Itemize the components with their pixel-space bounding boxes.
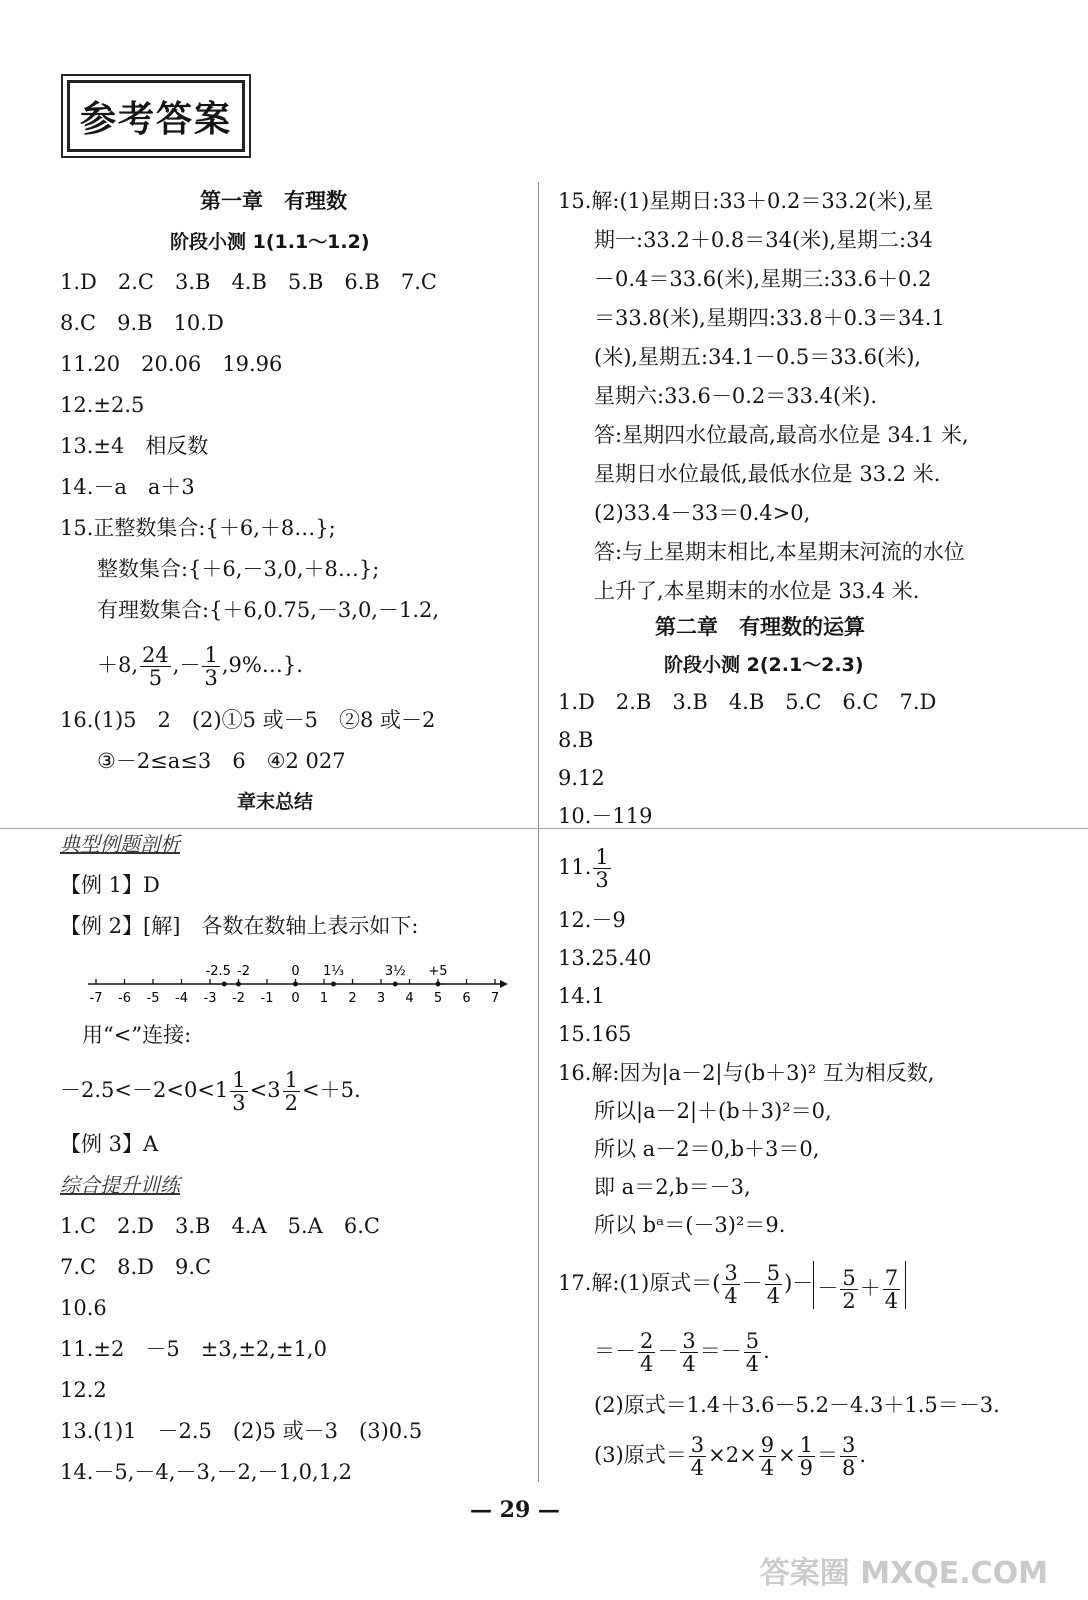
axis-point <box>393 982 398 987</box>
answer-line: 11.20 20.06 19.96 <box>60 352 283 376</box>
answer-line: 14.1 <box>558 984 605 1008</box>
numerator: 1 <box>595 845 609 869</box>
fraction <box>638 1330 655 1375</box>
denominator: 8 <box>842 1456 856 1480</box>
fraction <box>593 846 610 891</box>
chapter1-heading: 第一章 有理数 <box>200 189 347 213</box>
answer-line: 所以|a－2|＋(b＋3)²＝0, <box>594 1099 832 1123</box>
absolute-value <box>813 1261 906 1313</box>
axis-point-label: -2 <box>237 964 250 979</box>
page-number: — 29 — <box>470 1497 560 1523</box>
numerator: 5 <box>745 1329 760 1353</box>
denominator: 9 <box>799 1456 814 1480</box>
section-typical-examples: 典型例题剖析 <box>60 832 180 856</box>
numerator: 7 <box>884 1265 899 1290</box>
numerator: 1 <box>799 1433 814 1457</box>
answer-line: 13.(1)1 －2.5 (2)5 或－3 (3)0.5 <box>60 1419 423 1443</box>
numerator: 2 <box>640 1329 654 1353</box>
numerator: 3 <box>842 1433 856 1457</box>
answer-line: 1.D 2.B 3.B 4.B 5.C 6.C 7.D <box>558 690 937 714</box>
section-comprehensive-training: 综合提升训练 <box>60 1173 180 1197</box>
axis-tick-label: -1 <box>260 991 274 1006</box>
denominator: 2 <box>284 1091 298 1115</box>
text: ＋ <box>859 1275 881 1300</box>
text: ＝ <box>817 1443 839 1467</box>
axis-point-label: +5 <box>428 964 448 979</box>
fraction <box>283 1069 300 1114</box>
answer-line: 1.D 2.C 3.B 4.B 5.B 6.B 7.C <box>60 270 437 294</box>
answer-line: 1.C 2.D 3.B 4.A 5.A 6.C <box>60 1214 380 1238</box>
text: (3)原式＝ <box>594 1443 687 1467</box>
watermark-logo: 答案圈 MXQE.COM <box>759 1556 1048 1591</box>
answer-line: 14.－a a＋3 <box>60 475 195 499</box>
answer-line: －0.4＝33.6(米),星期三:33.6＋0.2 <box>594 267 932 291</box>
text: － <box>657 1339 679 1363</box>
answer-line: 12.－9 <box>558 908 626 932</box>
answer-line: 8.C 9.B 10.D <box>60 311 224 335</box>
text: 11. <box>558 855 592 879</box>
example-line: 【例 3】A <box>60 1132 159 1156</box>
answer-line: 所以 bᵃ＝(－3)²＝9. <box>594 1213 786 1237</box>
numerator: 1 <box>232 1068 246 1092</box>
axis-tick-label: 4 <box>405 991 414 1006</box>
denominator: 5 <box>148 666 163 690</box>
axis-tick-label: -3 <box>203 991 217 1006</box>
answer-line: 11.±2 －5 ±3,±2,±1,0 <box>60 1337 327 1361</box>
answer-line: 15.正整数集合:{＋6,＋8…}; <box>60 516 336 540</box>
numerator: 5 <box>766 1261 781 1285</box>
text: <＋5. <box>302 1078 361 1102</box>
axis-tick-label: -4 <box>175 991 188 1006</box>
axis-tick-label: 1 <box>319 991 329 1006</box>
numerator: 3 <box>682 1329 696 1353</box>
axis-tick-label: -7 <box>89 991 103 1006</box>
chapter2-heading: 第二章 有理数的运算 <box>655 615 865 639</box>
axis-point-label: 0 <box>291 964 300 979</box>
answer-line: 即 a＝2,b＝－3, <box>594 1175 751 1199</box>
answer-line <box>558 1256 906 1313</box>
summary-heading: 章末总结 <box>237 791 314 813</box>
answer-line <box>594 1428 866 1482</box>
fraction <box>744 1330 761 1375</box>
axis-tick-label: 5 <box>433 991 443 1006</box>
answer-line: (米),星期五:34.1－0.5＝33.6(米), <box>594 345 922 369</box>
answer-line: 整数集合:{＋6,－3,0,＋8…}; <box>97 557 380 581</box>
denominator: 4 <box>690 1456 705 1480</box>
answer-line: 10.6 <box>60 1296 107 1320</box>
answer-line: (2)原式＝1.4＋3.6－5.2－4.3＋1.5＝－3. <box>594 1393 1000 1417</box>
fraction <box>230 1069 247 1114</box>
axis-point <box>331 982 336 987</box>
fold-line <box>0 828 1088 829</box>
numerator: 1 <box>204 643 218 667</box>
denominator: 4 <box>766 1284 781 1308</box>
axis-tick-label: -6 <box>118 991 131 1006</box>
answer-line <box>594 1324 770 1378</box>
axis-tick-label: -5 <box>146 991 160 1006</box>
answer-line: 所以 a－2＝0,b＋3＝0, <box>594 1137 820 1161</box>
denominator: 2 <box>842 1288 856 1313</box>
denominator: 3 <box>595 868 609 892</box>
text: ×2× <box>708 1443 757 1467</box>
answer-line: 答:星期四水位最高,最高水位是 34.1 米, <box>594 423 969 447</box>
answer-line: 星期日水位最低,最低水位是 33.2 米. <box>594 462 941 486</box>
answer-line: 15.165 <box>558 1022 632 1046</box>
axis-tick-label: 7 <box>490 991 500 1006</box>
text: ,9%…}. <box>221 653 303 677</box>
answer-line <box>97 640 303 690</box>
denominator: 4 <box>760 1456 775 1480</box>
text: － <box>817 1275 839 1300</box>
text: . <box>763 1339 770 1363</box>
answer-line: 12.2 <box>60 1378 107 1402</box>
answer-line: 16.解:因为|a－2|与(b＋3)² 互为相反数, <box>558 1061 935 1085</box>
test2-heading: 阶段小测 2(2.1～2.3) <box>664 654 864 676</box>
text: . <box>859 1443 867 1467</box>
axis-tick-label: 3 <box>376 991 386 1006</box>
numerator: 24 <box>142 643 169 667</box>
numerator: 3 <box>690 1433 705 1457</box>
answer-line: 10.－119 <box>558 804 653 828</box>
answer-line: 13.25.40 <box>558 946 652 970</box>
answer-line: ③－2≤a≤3 6 ④2 027 <box>97 749 346 773</box>
answer-line: 12.±2.5 <box>60 393 145 417</box>
column-divider <box>538 182 539 1482</box>
axis-point <box>222 982 227 987</box>
axis-tick-label: 0 <box>291 991 300 1006</box>
denominator: 3 <box>204 666 218 690</box>
text: <3 <box>249 1078 281 1102</box>
denominator: 4 <box>745 1352 760 1376</box>
inequality-line <box>60 1065 361 1115</box>
text: ＝－ <box>594 1339 636 1363</box>
numerator: 9 <box>760 1433 775 1457</box>
fraction <box>689 1434 706 1479</box>
axis-tick-label: 2 <box>348 991 357 1006</box>
answer-line: 期一:33.2＋0.8＝34(米),星期二:34 <box>594 228 933 252</box>
fraction <box>840 1267 857 1312</box>
axis-point <box>236 982 241 987</box>
denominator: 4 <box>682 1352 696 1376</box>
axis-tick-label: -2 <box>232 991 245 1006</box>
axis-arrow <box>500 980 508 988</box>
fraction <box>759 1434 776 1479</box>
text: ＝－ <box>699 1339 742 1363</box>
example-line: 【例 1】D <box>60 873 160 897</box>
numerator: 5 <box>842 1265 856 1290</box>
answer-line: 上升了,本星期末的水位是 33.4 米. <box>594 579 920 603</box>
fraction <box>202 644 219 689</box>
answer-line: 星期六:33.6－0.2＝33.4(米). <box>594 384 878 408</box>
numerator: 3 <box>724 1261 738 1285</box>
answer-line: (2)33.4－33＝0.4>0, <box>594 501 811 525</box>
answer-line: ＝33.8(米),星期四:33.8＋0.3＝34.1 <box>594 306 945 330</box>
answer-line: 7.C 8.D 9.C <box>60 1255 212 1279</box>
text: － <box>741 1271 763 1295</box>
answer-line: 有理数集合:{＋6,0.75,－3,0,－1.2, <box>97 598 440 622</box>
answer-line: 9.12 <box>558 766 605 790</box>
fraction <box>722 1262 739 1307</box>
fraction <box>840 1434 857 1479</box>
fraction <box>883 1267 900 1312</box>
axis-point-label: 1⅓ <box>323 964 344 979</box>
text: )－ <box>784 1271 814 1295</box>
fraction <box>765 1262 782 1307</box>
text: × <box>778 1443 796 1467</box>
text: 17.解:(1)原式＝( <box>558 1271 721 1295</box>
denominator: 4 <box>884 1288 899 1313</box>
answer-line: 答:与上星期末相比,本星期末河流的水位 <box>594 540 965 564</box>
answer-line: 8.B <box>558 728 594 752</box>
text: ＋8, <box>97 653 139 677</box>
denominator: 4 <box>724 1284 738 1308</box>
text: －2.5<－2<0<1 <box>60 1078 229 1102</box>
axis-tick-label: 6 <box>462 991 471 1006</box>
number-line <box>82 960 512 1010</box>
denominator: 4 <box>640 1352 654 1376</box>
example-line: 【例 2】[解] 各数在数轴上表示如下: <box>60 914 419 938</box>
connect-text: 用“<”连接: <box>82 1023 192 1047</box>
test1-heading: 阶段小测 1(1.1～1.2) <box>170 231 370 253</box>
numerator: 1 <box>284 1068 298 1092</box>
answer-line: 15.解:(1)星期日:33＋0.2＝33.2(米),星 <box>558 189 934 213</box>
answer-line <box>558 842 613 892</box>
axis-point <box>436 982 441 987</box>
text: ,－ <box>172 653 201 677</box>
fraction <box>140 644 171 689</box>
answer-key-title: 参考答案 <box>67 80 245 152</box>
fraction <box>798 1434 815 1479</box>
answer-line: 13.±4 相反数 <box>60 434 209 458</box>
fraction <box>680 1330 697 1375</box>
axis-point-label: -2.5 <box>205 964 231 979</box>
answer-line: 16.(1)5 2 (2)①5 或－5 ②8 或－2 <box>60 708 436 732</box>
denominator: 3 <box>232 1091 246 1115</box>
axis-point <box>293 982 298 987</box>
axis-point-label: 3½ <box>384 964 406 979</box>
answer-line: 14.－5,－4,－3,－2,－1,0,1,2 <box>60 1460 353 1484</box>
